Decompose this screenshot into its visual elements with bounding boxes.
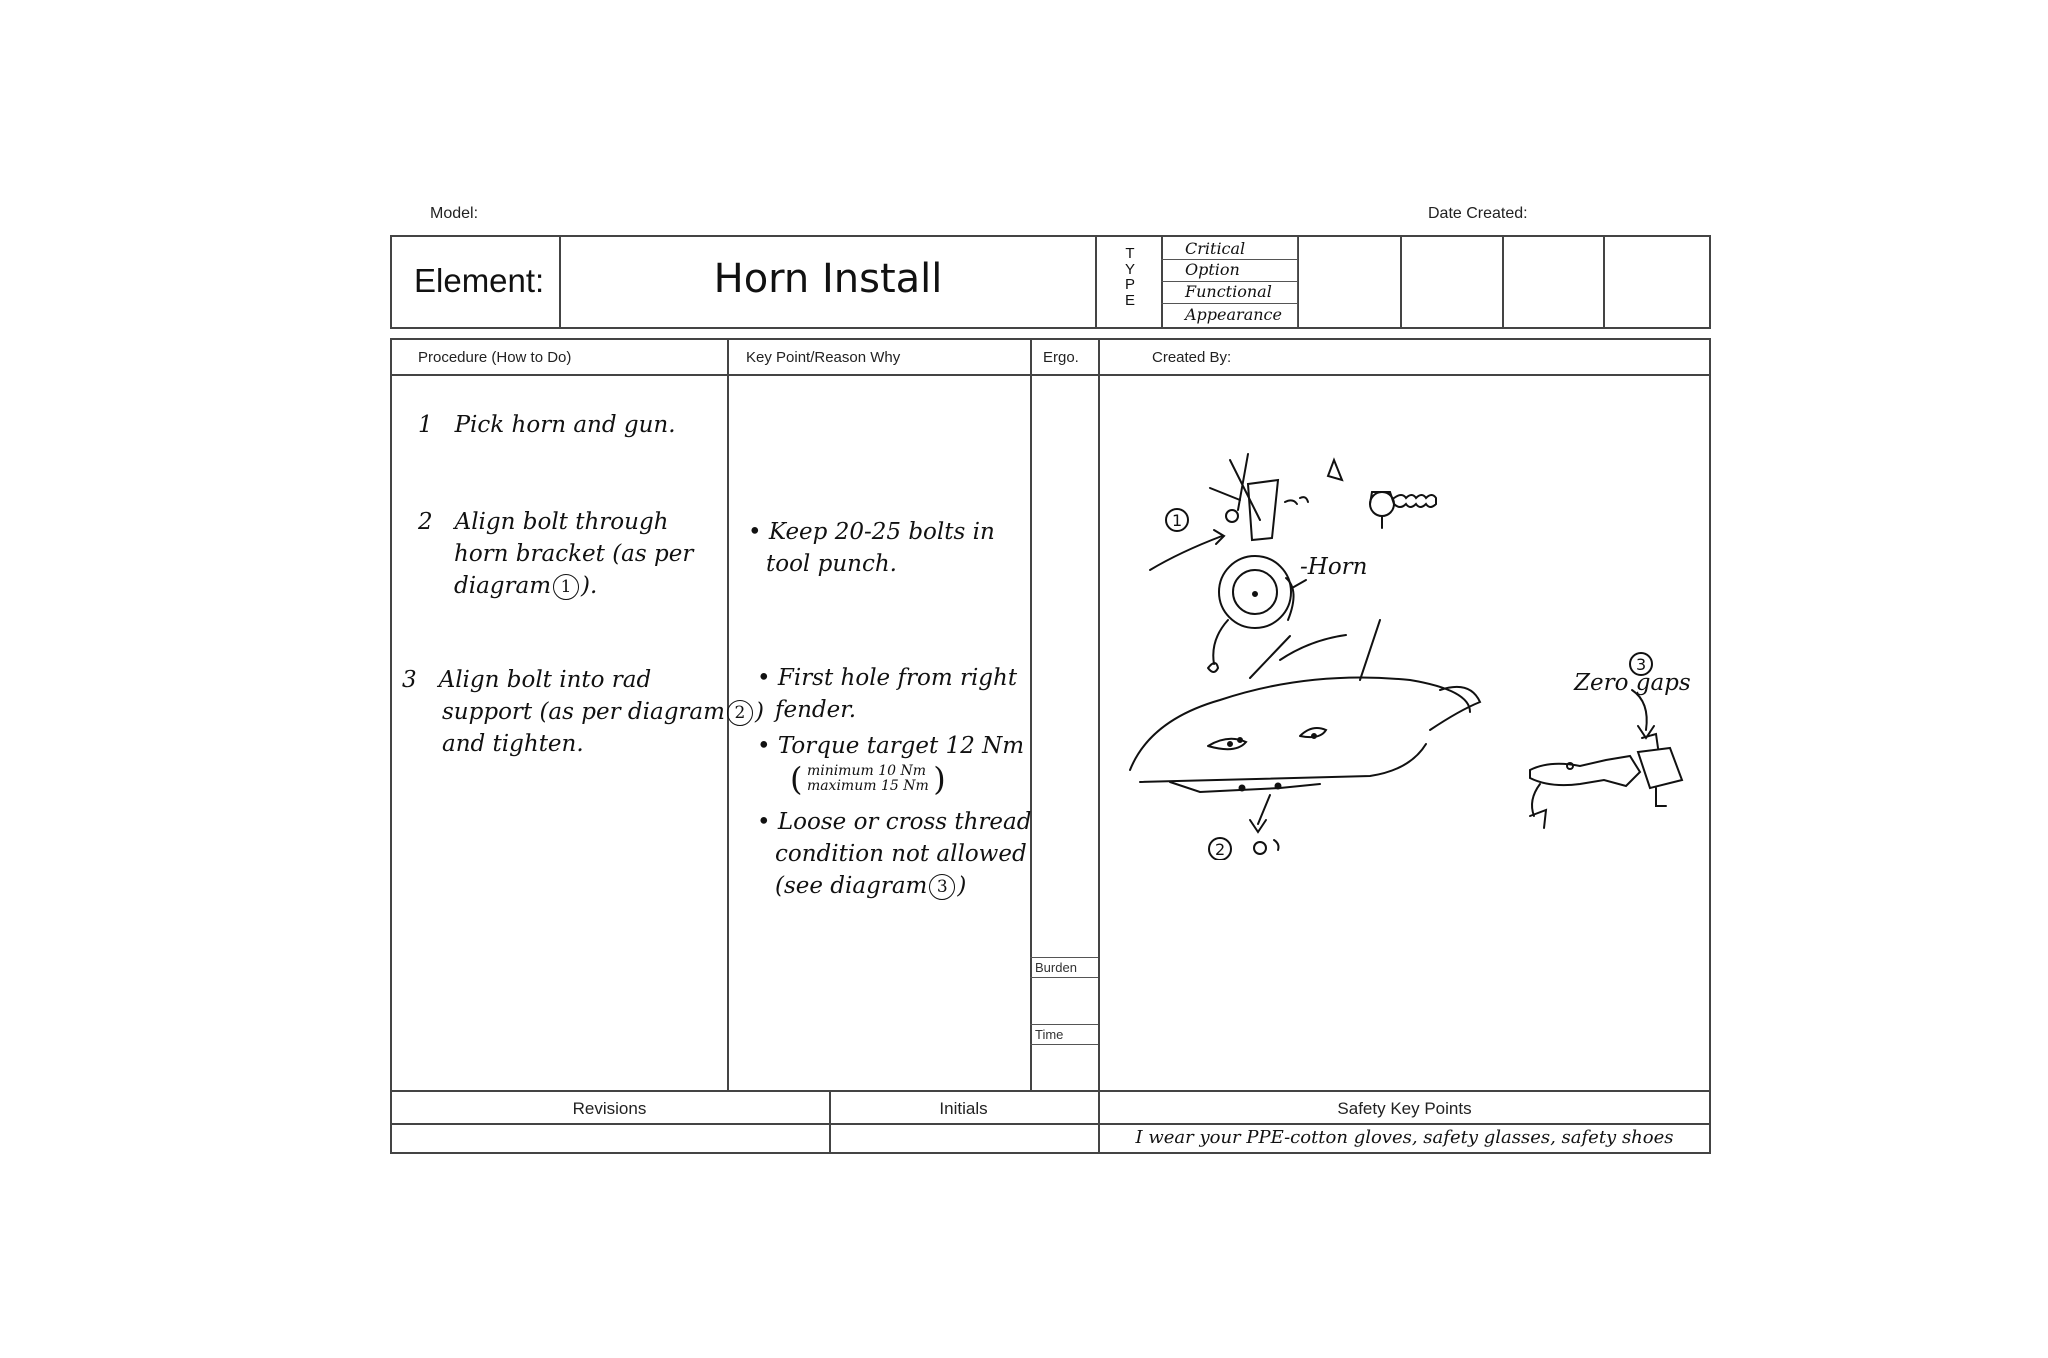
type-option-functional[interactable]: Functional — [1185, 282, 1272, 301]
element-title: Horn Install — [713, 256, 943, 302]
burden-label: Burden — [1035, 960, 1077, 975]
safety-key-points-header: Safety Key Points — [1337, 1099, 1472, 1118]
created-by-label: Created By: — [1152, 349, 1232, 366]
safety-key-points-text: I wear your PPE-cotton gloves, safety glasses, safety shoes — [1135, 1127, 1674, 1148]
diagram-label-2: 2 — [1215, 840, 1226, 859]
procedure-step-1: 1 Pick horn and gun. — [418, 412, 676, 438]
diagram-ref-1-circle: 1 — [553, 574, 579, 600]
keypoint-1: • Keep 20-25 bolts in tool punch. — [748, 519, 995, 577]
time-label: Time — [1035, 1027, 1064, 1042]
date-created-label: Date Created: — [1428, 205, 1528, 222]
procedure-step-2: 2 Align bolt through horn bracket (as per diagram 1 ). — [418, 509, 694, 599]
procedure-step-3: 3 Align bolt into rad support (as per diagram 2 ) and tighten. — [402, 667, 764, 757]
type-option-critical[interactable]: Critical — [1185, 239, 1246, 258]
keypoint-2: • First hole from right fender. — [757, 665, 1018, 723]
keypoint-4: • Loose or cross thread condition not allowed (see diagram 3 ) — [757, 809, 1032, 899]
torque-range: ( minimum 10 Nm maximum 15 Nm ) — [790, 760, 946, 798]
diagram-ref-2-circle: 2 — [727, 700, 753, 726]
horn-label: -Horn — [1300, 554, 1368, 580]
keypoint-3: • Torque target 12 Nm — [757, 733, 1025, 759]
model-label: Model: — [430, 205, 479, 222]
diagram-label-3: 3 — [1636, 655, 1647, 674]
element-label: Element: — [414, 262, 545, 299]
diagram-ref-3-circle: 3 — [929, 874, 955, 900]
initials-header: Initials — [939, 1099, 988, 1118]
ergo-header: Ergo. — [1043, 349, 1079, 366]
keypoint-header: Key Point/Reason Why — [746, 349, 901, 366]
horn-install-diagram — [1110, 440, 1700, 860]
type-option-option[interactable]: Option — [1185, 260, 1240, 279]
procedure-header: Procedure (How to Do) — [418, 349, 572, 366]
type-letters: T Y P E — [1124, 245, 1135, 309]
zero-gaps-label: Zero gaps — [1574, 670, 1691, 696]
diagram-label-1: 1 — [1172, 511, 1183, 530]
revisions-header: Revisions — [572, 1099, 647, 1118]
type-option-appearance[interactable]: Appearance — [1185, 305, 1282, 324]
